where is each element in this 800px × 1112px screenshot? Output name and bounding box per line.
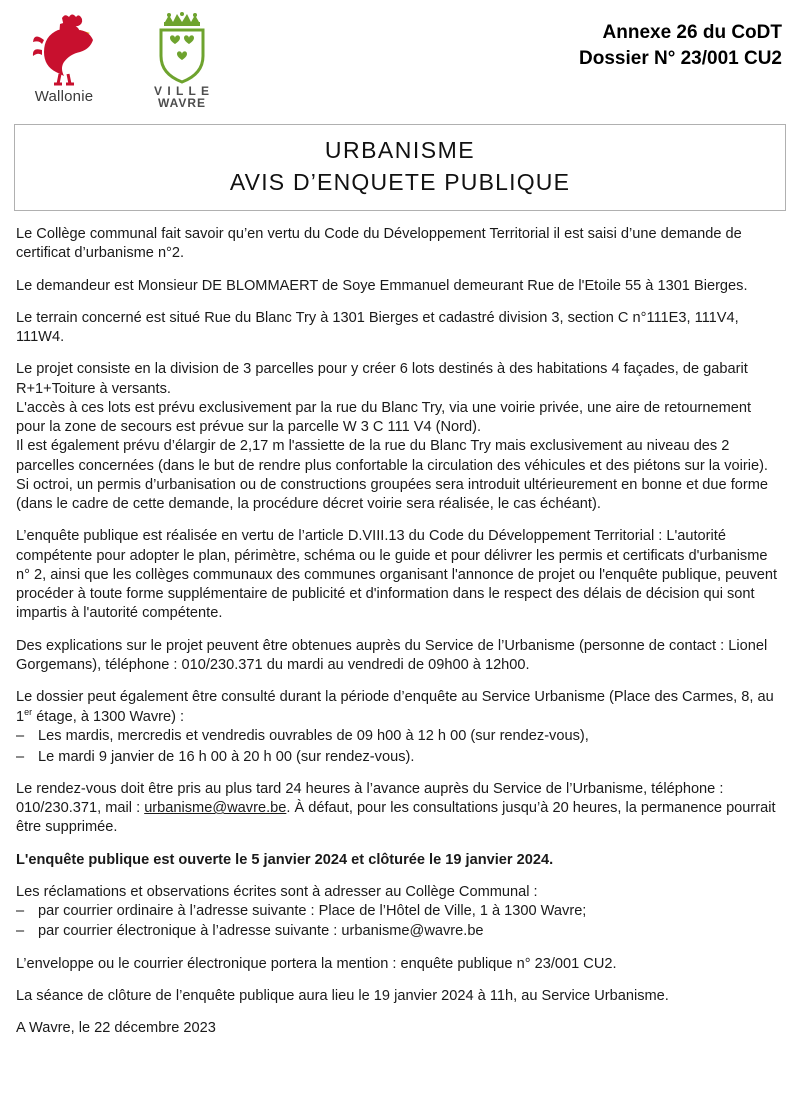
paragraph-projet-4: Si octroi, un permis d’urbanisation ou de constructions groupées sera introduit ultérieurement en bonne et due forme (dans le cadre de cette demande, la procédure décret voirie sera réalisée, le cas échéant). — [16, 476, 769, 512]
paragraph-consultation — [16, 688, 784, 727]
consultation-hours-list — [16, 727, 784, 767]
list-item — [16, 748, 784, 767]
dash-bullet-icon: – — [16, 923, 25, 940]
list-item-label: Les mardis, mercredis et vendredis ouvrables de 09 h00 à 12 h 00 (sur rendez-vous), — [38, 728, 589, 745]
list-item — [16, 922, 784, 941]
ville-de-wavre-logo — [136, 12, 228, 110]
paragraph-demandeur: Le demandeur est Monsieur DE BLOMMAERT de Soye Emmanuel demeurant Rue de l'Etoile 55 à 1301 Bierges. — [16, 277, 748, 294]
consultation-text-1: Le dossier peut également être consulté durant la période d’enquête au Service Urbanisme (Place des Carmes, 8, au 1 — [16, 689, 774, 726]
reclamations-list — [16, 902, 784, 942]
paragraph-projet-1: Le projet consiste en la division de 3 parcelles pour y créer 6 lots destinés à des habitations 4 façades, de gabarit R+1+Toiture à versants. — [16, 361, 748, 397]
document-reference — [579, 12, 782, 71]
document-body — [0, 211, 800, 1038]
wallonie-logo — [18, 12, 110, 105]
page-title: URBANISME — [324, 137, 476, 163]
list-item-label: Le mardi 9 janvier de 16 h 00 à 20 h 00 (sur rendez-vous). — [38, 748, 415, 765]
paragraph-intro: Le Collège communal fait savoir qu’en vertu du Code du Développement Territorial il est saisi d’une demande de certificat d’urbanisme n°2. — [16, 226, 742, 262]
paragraph-projet-2: L'accès à ces lots est prévu exclusivement par la rue du Blanc Try, via une voirie privée, une aire de retournement pour la zone de secours est prévue sur la parcelle W 3 C 111 V4 (Nord). — [16, 399, 752, 435]
consultation-ordinal: er — [24, 707, 33, 718]
list-item-label: par courrier électronique à l’adresse suivante : urbanisme@wavre.be — [38, 923, 484, 940]
paragraph-mention: L’enveloppe ou le courrier électronique portera la mention : enquête publique n° 23/001 CU2. — [16, 955, 617, 972]
dash-bullet-icon: – — [16, 903, 25, 920]
shield-icon — [151, 12, 213, 86]
ville-label: V I L L E — [154, 84, 210, 98]
consultation-text-2: étage, à 1300 Wavre) : — [32, 709, 185, 726]
paragraph-rendez-vous — [16, 780, 784, 838]
reference-dossier: Dossier N° 23/001 CU2 — [579, 47, 782, 69]
reference-annexe: Annexe 26 du CoDT — [602, 22, 782, 43]
wavre-label: WAVRE — [157, 96, 207, 110]
paragraph-seance-cloture: La séance de clôture de l’enquête publique aura lieu le 19 janvier 2024 à 11h, au Service Urbanisme. — [16, 987, 669, 1004]
document-header — [0, 0, 800, 110]
wallonie-logo-caption: Wallonie — [34, 88, 94, 105]
rooster-icon — [32, 12, 96, 86]
list-item-label: par courrier ordinaire à l’adresse suivante : Place de l’Hôtel de Ville, 1 à 1300 Wavre; — [38, 903, 587, 920]
paragraph-dates-enquete: L'enquête publique est ouverte le 5 janvier 2024 et clôturée le 19 janvier 2024. — [16, 851, 554, 868]
dash-bullet-icon: – — [16, 748, 25, 765]
list-item — [16, 727, 784, 746]
rdv-text-2: . À défaut, pour les consultations jusqu’à 20 heures, la permanence pourrait être supprimée. — [16, 800, 776, 836]
list-item — [16, 902, 784, 921]
dash-bullet-icon: – — [16, 728, 25, 745]
paragraph-signature-place-date: A Wavre, le 22 décembre 2023 — [16, 1020, 216, 1037]
document-title-box — [14, 124, 786, 211]
logo-group — [18, 12, 228, 110]
email-link-urbanisme[interactable]: urbanisme@wavre.be — [144, 800, 287, 817]
paragraph-projet-3: Il est également prévu d’élargir de 2,17 m l'assiette de la rue du Blanc Try mais exclusivement au niveau des 2 parcelles concernées (dans le but de rendre plus confortable la circulation des véhicules et des piétons sur la voirie). — [16, 438, 768, 474]
paragraph-enquete-legal: L’enquête publique est réalisée en vertu de l’article D.VIII.13 du Code du Développement Territorial : L'autorité compétente pour adopter le plan, périmètre, schéma ou le guide et pour délivrer les permis et certificats d'urbanisme n° 2, ainsi que les collèges communaux des communes organisant l'annonce de projet ou l'enquête publique, peuvent procéder à toute forme supplémentaire de publicité et d'information dans le respect des délais de décision qui sont impartis à l'autorité compétente. — [16, 528, 778, 622]
paragraph-terrain: Le terrain concerné est situé Rue du Blanc Try à 1301 Bierges et cadastré division 3, section C n°111E3, 111V4, 111W4. — [16, 309, 739, 345]
rdv-text-1: Le rendez-vous doit être pris au plus tard 24 heures à l’avance auprès du Service de l’Urbanisme, téléphone : 010/230.371, mail : — [16, 780, 724, 817]
page-subtitle: AVIS D’ENQUETE PUBLIQUE — [229, 169, 571, 195]
paragraph-explications: Des explications sur le projet peuvent être obtenues auprès du Service de l’Urbanisme (personne de contact : Lionel Gorgemans), téléphone : 010/230.371 du mardi au vendredi de 09h00 à 12h00. — [16, 637, 768, 673]
paragraph-reclamations: Les réclamations et observations écrites sont à adresser au Collège Communal : — [16, 883, 538, 900]
